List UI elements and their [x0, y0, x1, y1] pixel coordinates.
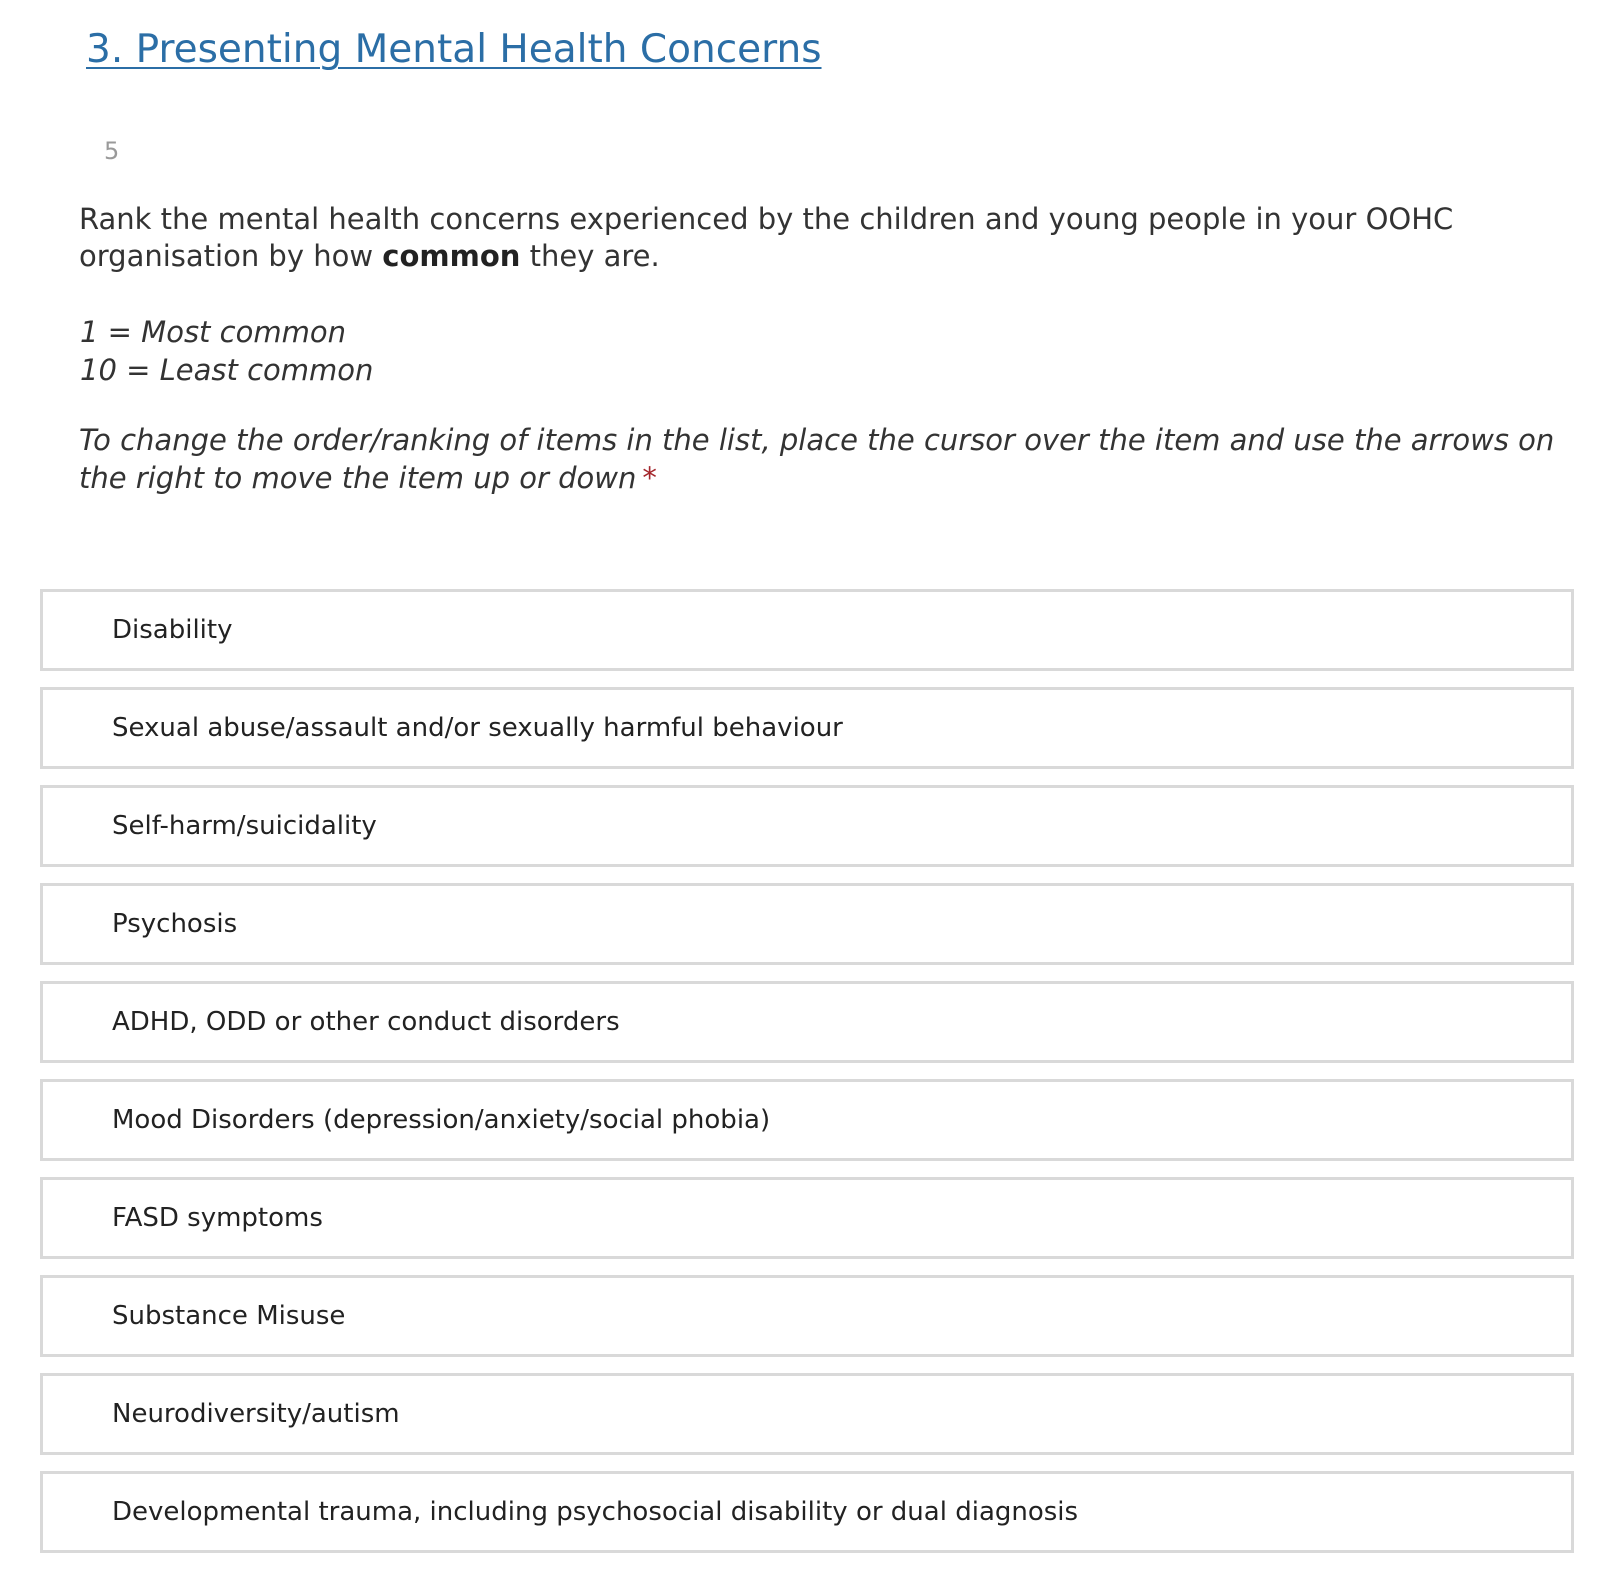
instructions-text: To change the order/ranking of items in the list, place the cursor over the item and use the arrows on the right to move the item up or down: [79, 423, 1555, 495]
question-text-start: Rank the mental health concerns experienced by the children and young people in your OOHC organisation by how: [79, 202, 1454, 273]
question-number: 5: [104, 137, 120, 165]
rank-item-self-harm[interactable]: Self-harm/suicidality: [40, 785, 1574, 867]
question-text-emphasis: common: [382, 239, 521, 273]
rank-item-neurodiversity[interactable]: Neurodiversity/autism: [40, 1373, 1574, 1455]
scale-least-common: 10 = Least common: [80, 353, 374, 387]
scale-most-common: 1 = Most common: [80, 315, 346, 349]
required-marker: *: [642, 461, 657, 495]
rank-item-developmental-trauma[interactable]: Developmental trauma, including psychosocial disability or dual diagnosis: [40, 1471, 1574, 1553]
rank-item-fasd[interactable]: FASD symptoms: [40, 1177, 1574, 1259]
question-text: [79, 201, 1539, 275]
rank-item-psychosis[interactable]: Psychosis: [40, 883, 1574, 965]
ranking-instructions: [79, 421, 1579, 497]
ranking-scale: [80, 313, 373, 389]
rank-item-adhd-odd[interactable]: ADHD, ODD or other conduct disorders: [40, 981, 1574, 1063]
rank-item-disability[interactable]: Disability: [40, 589, 1574, 671]
rank-item-sexual-abuse[interactable]: Sexual abuse/assault and/or sexually harmful behaviour: [40, 687, 1574, 769]
question-text-end: they are.: [520, 239, 660, 273]
rank-item-mood-disorders[interactable]: Mood Disorders (depression/anxiety/social phobia): [40, 1079, 1574, 1161]
rank-item-substance-misuse[interactable]: Substance Misuse: [40, 1275, 1574, 1357]
section-title[interactable]: 3. Presenting Mental Health Concerns: [86, 27, 822, 72]
ranking-list: [40, 589, 1574, 1553]
